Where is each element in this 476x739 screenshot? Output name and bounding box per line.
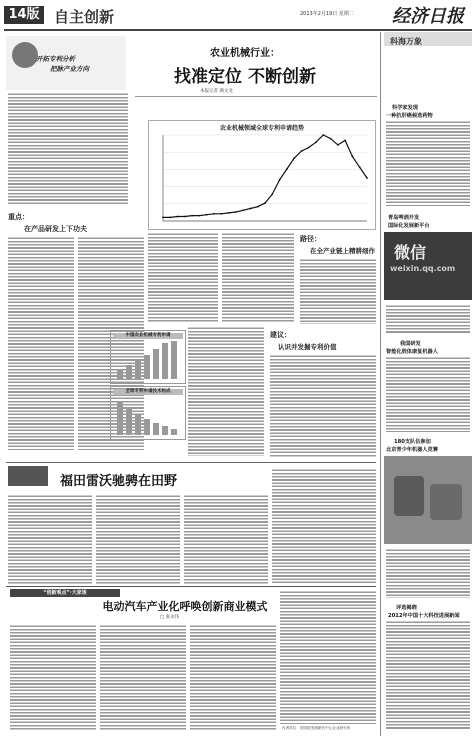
sidebar-text-3 [386, 356, 470, 432]
bottom-footer: 作者单位：国务院发展研究中心企业研究所 [282, 726, 351, 730]
subhead-2: 在全产业链上精耕细作 [310, 247, 375, 255]
sidebar-item-2-title: 青岛啤酒开发 [388, 215, 420, 221]
mini-bar [117, 401, 123, 435]
robot-contest-photo [384, 456, 472, 544]
mini-bar [126, 365, 132, 379]
weixin-banner-photo [384, 232, 472, 300]
mini-bar [126, 409, 132, 435]
photo-figure-2 [430, 484, 462, 520]
bottom-headline: 电动汽车产业化呼唤创新商业模式 [102, 600, 268, 613]
subhead-3-label: 建议： [270, 331, 291, 339]
sidebar-title: 科海万象 [390, 37, 422, 46]
masthead [0, 0, 476, 30]
text-col-1 [8, 236, 74, 450]
chart-plot [149, 121, 375, 229]
sidebar-item-3-title: 我国研发 [400, 341, 421, 347]
text-col-6 [188, 326, 264, 456]
subhead-2-label: 路径： [300, 235, 321, 243]
chart-point [184, 216, 186, 218]
sidebar-text-5 [386, 620, 470, 730]
banner-title-2: 把脉产业方向 [50, 65, 89, 73]
chart-point [271, 193, 273, 195]
chart-point [220, 213, 222, 215]
chart-point [293, 157, 295, 159]
sidebar-item-1-title: 科学家发现 [392, 105, 418, 111]
small-chart-1 [110, 330, 186, 384]
weixin-banner-text: 微信 [394, 243, 427, 262]
sidebar-item-1-subtitle: 一种抗肝癌候选药物 [386, 113, 433, 119]
masthead-rule [4, 29, 472, 31]
sidebar-item-2-subtitle: 国际化发展新平台 [388, 223, 430, 229]
chart-point [206, 214, 208, 216]
section-title: 自主创新 [54, 8, 115, 26]
mini-bar [162, 343, 168, 379]
section-rule [6, 462, 376, 463]
newspaper-logo: 经济日报 [392, 6, 464, 27]
sidebar-text-2 [386, 304, 470, 334]
chart-series-line [163, 135, 367, 217]
chart-title: 农业机械领域全球专利申请趋势 [219, 125, 304, 132]
weixin-banner-url: weixin.qq.com [390, 264, 456, 273]
chart-point [162, 217, 164, 219]
chart-point [337, 144, 339, 146]
left-banner [6, 36, 126, 90]
chart-point [228, 212, 230, 214]
second-col-2 [96, 494, 180, 584]
second-col-1 [8, 494, 92, 584]
subhead-1: 在产品研发上下功夫 [24, 225, 87, 233]
second-headline: 福田雷沃驰骋在田野 [60, 474, 178, 489]
chart-point [250, 208, 252, 210]
chart-point [315, 141, 317, 143]
bottom-tag: “创新观点”·大家谈 [10, 589, 120, 597]
small-chart-2-title: 全球专利申请技术构成 [113, 389, 183, 395]
bottom-col-2 [100, 624, 186, 730]
chart-point [279, 179, 281, 181]
bottom-col-1 [10, 624, 96, 730]
text-col-7 [270, 354, 376, 458]
page-number: 14版 [4, 6, 44, 24]
intro-text [8, 92, 128, 204]
chart-point [199, 215, 201, 217]
text-col-5 [300, 258, 376, 324]
sidebar-item-4-title: 180支队伍参加 [394, 439, 431, 445]
sidebar-item-3-subtitle: 智能化肢体康复机器人 [386, 349, 438, 355]
text-col-4 [222, 232, 294, 322]
trend-chart [148, 120, 376, 230]
bottom-byline: □ 张永伟 [160, 615, 180, 620]
bottom-col-3 [190, 624, 276, 730]
mini-bar [162, 426, 168, 435]
subhead-1-label: 重点： [8, 213, 29, 221]
sidebar-item-5-subtitle: 2012年中国十大科技进展新闻 [388, 613, 460, 619]
second-col-4 [272, 468, 376, 584]
chart-point [308, 147, 310, 149]
mini-bar [171, 429, 177, 435]
chart-point [301, 150, 303, 152]
mini-bar [117, 369, 123, 379]
chart-point [322, 134, 324, 136]
main-headline: 找准定位 不断创新 [174, 67, 316, 87]
chart-axes [163, 135, 367, 221]
issue-date: 2013年2月19日 星期二 [300, 11, 354, 17]
chart-point [169, 217, 171, 219]
chart-point [257, 206, 259, 208]
chart-point [344, 140, 346, 142]
bottom-col-4 [280, 590, 376, 724]
bottom-rule [6, 586, 376, 587]
chart-point [242, 209, 244, 211]
mini-bar [153, 349, 159, 379]
chart-point [286, 168, 288, 170]
sidebar-item-4-subtitle: 北京青少年机器人竞赛 [386, 447, 438, 453]
sidebar-divider [380, 32, 381, 736]
mini-bar [135, 415, 141, 435]
mini-bar [153, 423, 159, 435]
second-article-tag [8, 466, 48, 486]
chart-point [264, 202, 266, 204]
mini-bar [171, 341, 177, 379]
photo-figure-1 [394, 476, 424, 516]
headline-kicker: 农业机械行业： [210, 48, 280, 59]
small-chart-2 [110, 386, 186, 440]
byline: 本报记者 满文龙 [200, 89, 233, 94]
subhead-3: 认识并发掘专利价值 [278, 343, 337, 351]
mini-bar [135, 361, 141, 379]
chart-point [177, 216, 179, 218]
small-chart-1-title: 中国农业机械专利申请 [113, 333, 183, 339]
chart-point [191, 215, 193, 217]
banner-title-1: 开拓专利分析 [36, 55, 75, 63]
chart-point [235, 211, 237, 213]
sidebar-text-4 [386, 548, 470, 598]
chart-point [352, 156, 354, 158]
chart-point [213, 213, 215, 215]
text-col-3 [148, 232, 218, 322]
headline-rule [135, 96, 377, 97]
second-col-3 [184, 494, 268, 584]
chart-point [366, 177, 368, 179]
sidebar-text-1 [386, 120, 470, 206]
mini-bar [144, 355, 150, 379]
sidebar-item-5-title: 评选揭晓 [396, 605, 417, 611]
chart-point [359, 166, 361, 168]
mini-bar [144, 419, 150, 435]
chart-point [330, 138, 332, 140]
globe-icon [12, 42, 38, 68]
